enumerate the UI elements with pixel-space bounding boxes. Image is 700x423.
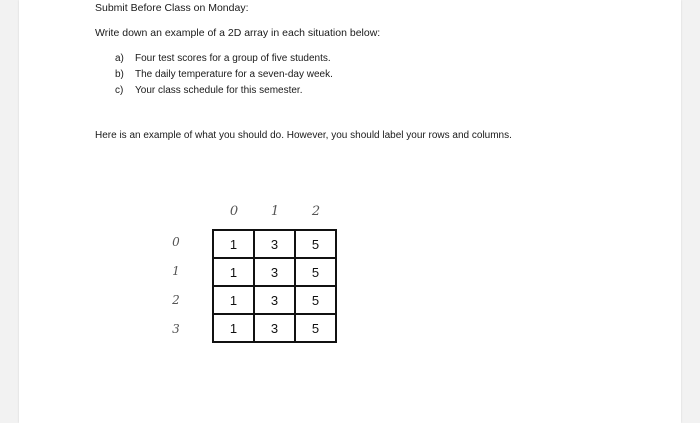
list-text: Four test scores for a group of five students. — [135, 53, 331, 64]
table-cell: 5 — [295, 230, 336, 258]
heading: Submit Before Class on Monday: — [95, 2, 249, 14]
table-cell: 1 — [213, 314, 254, 342]
table-cell: 3 — [254, 314, 295, 342]
array-figure — [161, 200, 361, 360]
column-label: 1 — [270, 204, 280, 219]
table-row — [213, 314, 336, 342]
list-marker: c) — [115, 85, 124, 96]
list-marker: b) — [115, 69, 124, 80]
table-cell: 5 — [295, 286, 336, 314]
example-note: Here is an example of what you should do. However, you should label your rows and columns. — [95, 130, 512, 141]
table-cell: 1 — [213, 258, 254, 286]
row-label: 1 — [172, 264, 180, 278]
row-label: 2 — [172, 293, 180, 307]
list-item — [115, 67, 333, 83]
list-item — [115, 51, 333, 67]
table-row — [213, 230, 336, 258]
table-cell: 3 — [254, 286, 295, 314]
list-item — [115, 83, 333, 99]
document-page — [19, 0, 681, 423]
row-label: 0 — [172, 235, 180, 249]
table-cell: 1 — [213, 230, 254, 258]
row-label: 3 — [172, 322, 180, 336]
list-text: The daily temperature for a seven-day week. — [135, 69, 333, 80]
column-label: 0 — [229, 204, 239, 219]
table-row — [213, 258, 336, 286]
column-label: 2 — [311, 204, 321, 219]
instruction: Write down an example of a 2D array in each situation below: — [95, 27, 381, 39]
table-row — [213, 286, 336, 314]
table-cell: 5 — [295, 258, 336, 286]
table-cell: 3 — [254, 230, 295, 258]
array-table — [212, 229, 337, 343]
table-cell: 5 — [295, 314, 336, 342]
table-cell: 1 — [213, 286, 254, 314]
table-cell: 3 — [254, 258, 295, 286]
situation-list — [115, 51, 333, 99]
list-marker: a) — [115, 53, 124, 64]
list-text: Your class schedule for this semester. — [135, 85, 303, 96]
